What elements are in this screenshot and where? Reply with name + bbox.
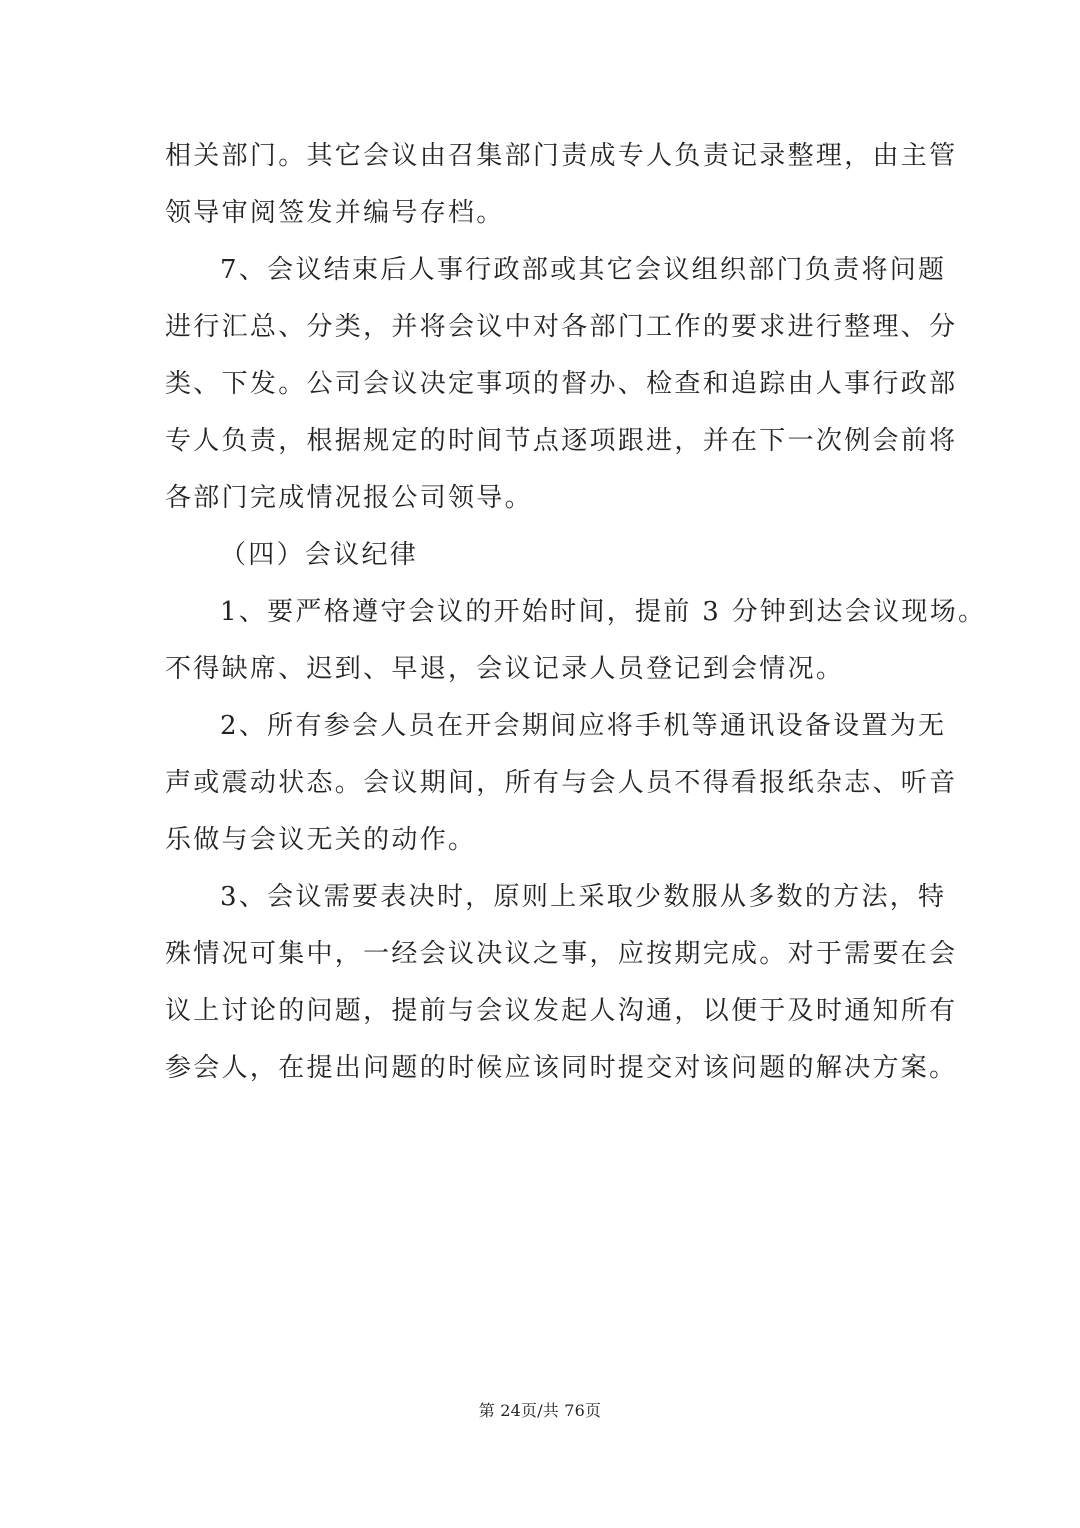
paragraph-start-line: 2、所有参会人员在开会期间应将手机等通讯设备设置为无 (220, 711, 947, 741)
paragraph-start-line: 3、会议需要表决时，原则上采取少数服从多数的方法，特 (220, 882, 947, 912)
text-line: 殊情况可集中，一经会议决议之事，应按期完成。对于需要在会 (165, 939, 958, 969)
section-heading: （四）会议纪律 (220, 540, 419, 570)
document-body (165, 128, 987, 1097)
paragraph-start-line: 7、会议结束后人事行政部或其它会议组织部门负责将问题 (220, 255, 947, 285)
text-line: 乐做与会议无关的动作。 (165, 825, 477, 855)
text-line: 进行汇总、分类，并将会议中对各部门工作的要求进行整理、分 (165, 312, 958, 342)
paragraph-start-line: 1、要严格遵守会议的开始时间，提前 3 分钟到达会议现场。 (220, 597, 987, 627)
page-number-footer: 第 24页/共 76页 (478, 1401, 602, 1420)
text-line: 不得缺席、迟到、早退，会议记录人员登记到会情况。 (165, 654, 845, 684)
text-line: 领导审阅签发并编号存档。 (165, 198, 505, 228)
text-line: 参会人，在提出问题的时候应该同时提交对该问题的解决方案。 (165, 1053, 958, 1083)
text-line: 声或震动状态。会议期间，所有与会人员不得看报纸杂志、听音 (165, 768, 958, 798)
text-line: 相关部门。其它会议由召集部门责成专人负责记录整理，由主管 (165, 141, 958, 171)
text-line: 各部门完成情况报公司领导。 (165, 483, 533, 513)
text-line: 议上讨论的问题，提前与会议发起人沟通，以便于及时通知所有 (165, 996, 958, 1026)
text-line: 类、下发。公司会议决定事项的督办、检查和追踪由人事行政部 (165, 369, 958, 399)
text-line: 专人负责，根据规定的时间节点逐项跟进，并在下一次例会前将 (165, 426, 958, 456)
